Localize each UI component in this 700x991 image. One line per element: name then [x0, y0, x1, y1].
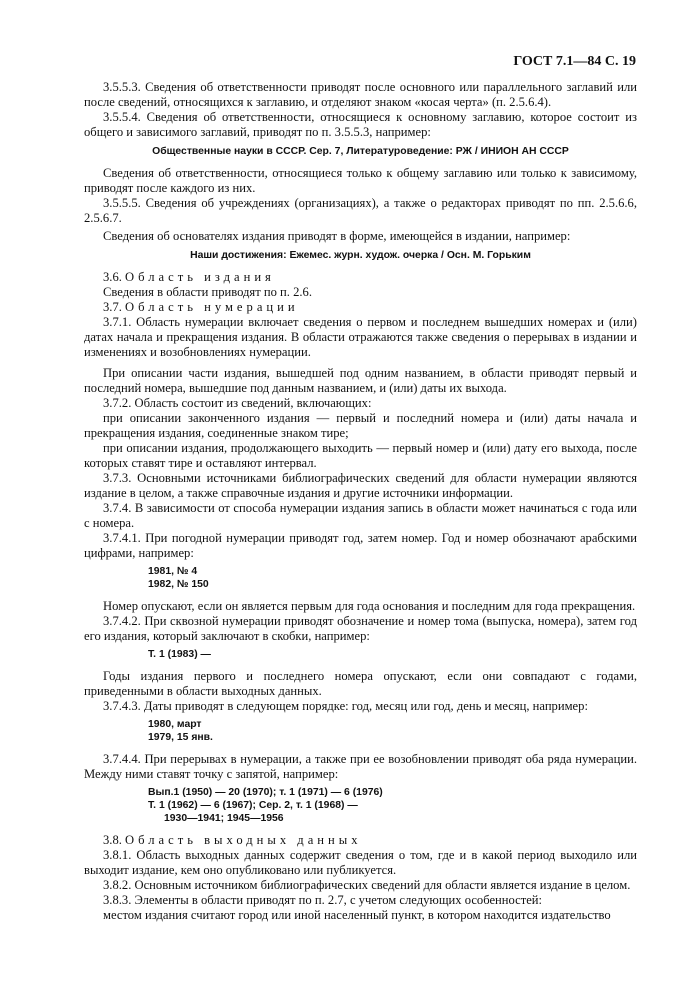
- paragraph: 3.8.1. Область выходных данных содержит сведения о том, где и в какой период выходило или выходит издание, кем оно опубликовано или публикуется.: [84, 848, 637, 877]
- example-text: Наши достижения: Ежемес. журн. худож. очерка / Осн. М. Горьким: [190, 250, 531, 261]
- page-content: [84, 80, 637, 923]
- section-number: 3.7.: [103, 300, 122, 314]
- section-heading: [84, 833, 637, 848]
- paragraph: При описании части издания, вышедшей под одним названием, в области приводят первый и последний номера, вышедшие под данным названием, и (или) даты их выхода.: [84, 366, 637, 395]
- paragraph: 3.7.4.2. При сквозной нумерации приводят обозначение и номер тома (выпуска, номера), затем год его издания, который заключают в скобки, например:: [84, 614, 637, 643]
- section-title: Область издания: [125, 270, 275, 284]
- paragraph: 3.7.2. Область состоит из сведений, включающих:: [103, 396, 372, 410]
- page-header: ГОСТ 7.1—84 С. 19: [513, 54, 636, 69]
- paragraph: Годы издания первого и последнего номера опускают, если они совпадают с годами, приведенными в области выходных данных.: [84, 669, 637, 698]
- paragraph: местом издания считают город или иной населенный пункт, в котором находится издательство: [103, 908, 611, 922]
- paragraph: 3.7.4. В зависимости от способа нумерации издания запись в области может начинаться с года или с номера.: [84, 501, 637, 530]
- example-line: Т. 1 (1962) — 6 (1967); Сер. 2, т. 1 (1968) —: [148, 800, 358, 811]
- paragraph: Сведения в области приводят по п. 2.6.: [103, 285, 312, 299]
- example-block: [84, 565, 637, 591]
- section-title: Область нумерации: [125, 300, 299, 314]
- paragraph: 3.8.3. Элементы в области приводят по п. 2.7, с учетом следующих особенностей:: [103, 893, 543, 907]
- paragraph: Сведения об ответственности, относящиеся только к общему заглавию или только к зависимому, приводят после каждого из них.: [84, 166, 637, 195]
- paragraph: 3.7.4.4. При перерывах в нумерации, а также при ее возобновлении приводят оба ряда нумерации. Между ними ставят точку с запятой, например:: [84, 752, 637, 781]
- paragraph: Номер опускают, если он является первым для года основания и последним для года прекращения.: [103, 599, 636, 613]
- example-line: 1979, 15 янв.: [148, 732, 213, 743]
- paragraph: 3.5.5.3. Сведения об ответственности приводят после основного или параллельного заглавий или после сведений, относящихся к заглавию, и отделяют знаком «косая черта» (п. 2.5.6.4).: [84, 80, 637, 109]
- example-line: 1981, № 4: [148, 566, 198, 577]
- example-block: [84, 648, 637, 661]
- paragraph: 3.8.2. Основным источником библиографических сведений для области является издание в целом.: [103, 878, 631, 892]
- paragraph: 3.7.4.3. Даты приводят в следующем порядке: год, месяц или год, день и месяц, например:: [103, 699, 588, 713]
- paragraph: 3.7.3. Основными источниками библиографических сведений для области нумерации являются издание в целом, а также справочные издания и другие источники информации.: [84, 471, 637, 500]
- example-block: [84, 718, 637, 744]
- paragraph: 3.5.5.5. Сведения об учреждениях (организациях), а также о редакторах приводят по пп. 2.5.6.6, 2.5.6.7.: [84, 196, 637, 225]
- paragraph: при описании законченного издания — первый и последний номера и (или) даты начала и прекращения издания, соединенные знаком тире;: [84, 411, 637, 440]
- example-line: 1980, март: [148, 719, 202, 730]
- paragraph: 3.7.1. Область нумерации включает сведения о первом и последнем вышедших номерах и (или) датах начала и прекращения издания. В области отражаются также сведения о перерывах в издании и изменениях и возобновлениях нумерации.: [84, 315, 637, 359]
- example-line: 1930—1941; 1945—1956: [164, 813, 284, 824]
- example-line: Т. 1 (1983) —: [148, 649, 211, 660]
- paragraph: Сведения об основателях издания приводят в форме, имеющейся в издании, например:: [103, 229, 571, 243]
- example-line: Вып.1 (1950) — 20 (1970); т. 1 (1971) — 6 (1976): [148, 787, 383, 798]
- section-number: 3.6.: [103, 270, 122, 284]
- paragraph: при описании издания, продолжающего выходить — первый номер и (или) дату его выхода, после которых ставят тире и оставляют интервал.: [84, 441, 637, 470]
- paragraph: 3.7.4.1. При погодной нумерации приводят год, затем номер. Год и номер обозначают арабскими цифрами, например:: [84, 531, 637, 560]
- example-block: [84, 786, 637, 825]
- example-line: 1982, № 150: [148, 579, 209, 590]
- section-heading: [84, 270, 637, 285]
- paragraph: 3.5.5.4. Сведения об ответственности, относящиеся к основному заглавию, которое состоит из общего и зависимого заглавий, приводят по п. 3.5.5.3, например:: [84, 110, 637, 139]
- section-number: 3.8.: [103, 833, 122, 847]
- example-text: Общественные науки в СССР. Сер. 7, Литературоведение: РЖ / ИНИОН АН СССР: [152, 146, 569, 157]
- section-title: Область выходных данных: [125, 833, 362, 847]
- section-heading: [84, 300, 637, 315]
